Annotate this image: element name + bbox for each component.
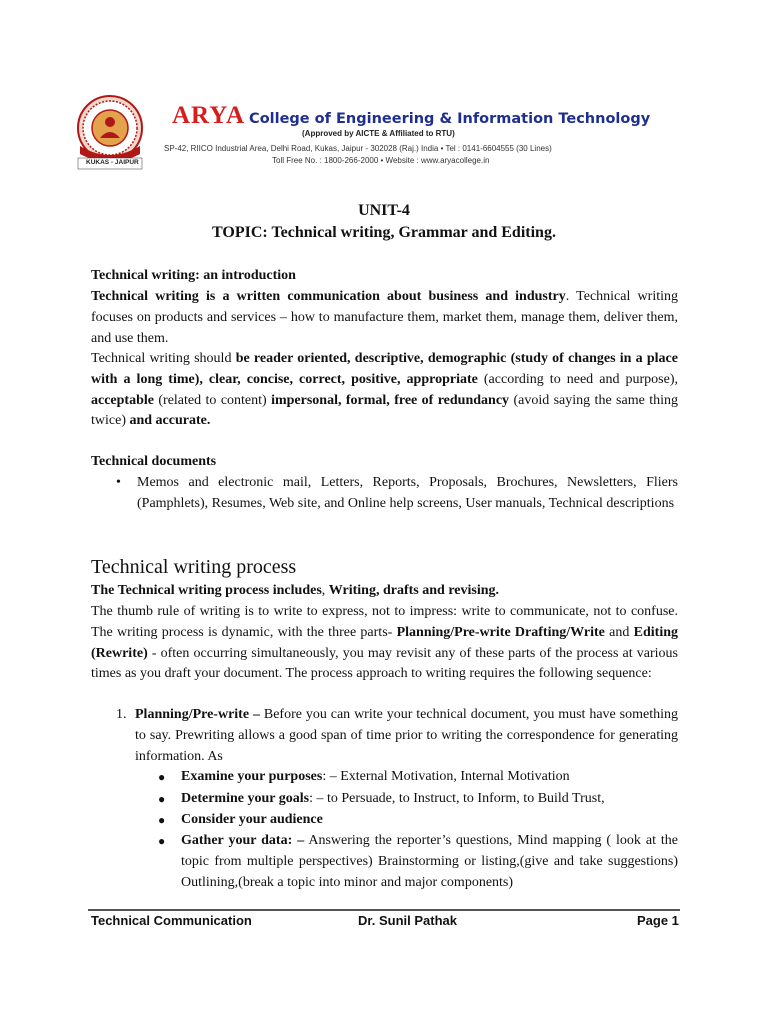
sub-bullet-rest: : – to Persuade, to Instruct, to Inform, to Build Trust,: [309, 791, 605, 806]
process-sub-bold: Writing, drafts and revising.: [328, 583, 500, 598]
sub-bullet-rest: : – External Motivation, Internal Motivation: [322, 769, 570, 784]
intro-p2-text: Technical writing should: [91, 351, 236, 366]
sub-bullet-text: [181, 810, 678, 831]
documents-heading: Technical documents: [91, 454, 217, 469]
sub-bullet-bold: Examine your purposes: [181, 769, 323, 784]
sub-bullet-bold: Gather your data: –: [181, 833, 305, 848]
sub-bullet-text: [181, 789, 678, 810]
address-line: SP-42, RIICO Industrial Area, Delhi Road, Kukas, Jaipur - 302028 (Raj.) India • Tel : 0141-6604555 (30 Lines): [164, 144, 552, 153]
footer-page-number: Page 1: [637, 913, 679, 928]
college-seal-icon: [66, 92, 158, 172]
footer-divider: [88, 909, 680, 911]
bullet-icon: ●: [158, 834, 166, 848]
intro-p2-bold: and accurate.: [129, 413, 211, 429]
step-rest: Before you can write your technical document, you must have something to say. Prewriting allows a good span of time prior to writing the correspondence for generating information. As: [135, 707, 679, 764]
list-number: 1.: [116, 707, 127, 722]
process-paragraph: [91, 602, 678, 685]
intro-p2-bold: acceptable: [91, 392, 154, 408]
process-p-text: - often occurring simultaneously, you may revisit any of these parts of the process at various times as you draft your document. The process approach to writing requires the following sequence:: [91, 645, 678, 682]
toll-free-line: Toll Free No. : 1800-266-2000 • Website : www.aryacollege.in: [272, 156, 490, 165]
process-subheading: [91, 581, 678, 602]
college-title: [172, 102, 650, 130]
sub-bullet-bold: Consider your audience: [181, 812, 323, 827]
process-heading: Technical writing process: [91, 556, 297, 578]
process-sub-bold: The Technical writing process includes: [91, 583, 322, 598]
bullet-icon: ●: [158, 770, 166, 784]
sub-bullet-rest: Answering the reporter’s questions, Mind mapping ( look at the topic from multiple perspectives) Brainstorming or listing,(give and take suggestions) Outlining,(break a topic into minor and major components): [181, 833, 679, 890]
documents-list-text: Memos and electronic mail, Letters, Reports, Proposals, Brochures, Newsletters, Fliers (Pamphlets), Resumes, Web site, and Online help screens, User manuals, Technical descriptions: [137, 475, 678, 511]
step-bold: Planning/Pre-write –: [135, 707, 260, 722]
process-p-text: and: [604, 624, 634, 640]
step-text: [135, 705, 678, 767]
footer-course: Technical Communication: [91, 913, 252, 928]
topic-title: TOPIC: Technical writing, Grammar and Editing.: [212, 224, 556, 241]
bullet-icon: ●: [158, 792, 166, 806]
bullet-icon: •: [116, 475, 121, 490]
intro-paragraph-2: [91, 349, 678, 432]
intro-p2-text: (related to content): [153, 392, 272, 408]
intro-p2-text: (according to need and purpose),: [477, 371, 678, 387]
intro-heading: Technical writing: an introduction: [91, 268, 296, 283]
intro-p2-text: (avoid saying the same thing twice): [91, 392, 679, 429]
intro-p1-bold: Technical writing is a written communication about business and industry: [91, 289, 566, 304]
college-name: College of Engineering & Information Technology: [249, 111, 651, 127]
intro-p2-bold: be reader oriented, descriptive, demographic (study of changes in a place with a long time), clear, concise, correct, positive, appropriate: [91, 351, 678, 387]
intro-paragraph-1: [91, 287, 678, 349]
process-p-bold: Editing (Rewrite): [91, 624, 679, 661]
process-p-text: The thumb rule of writing is to write to express, not to impress: write to communicate, not to confuse. The writing process is dynamic, with the three parts-: [91, 604, 678, 640]
approval-line: (Approved by AICTE & Affiliated to RTU): [302, 129, 455, 138]
logo-caption: KUKAS - JAIPUR: [86, 159, 139, 166]
intro-p2-bold: impersonal, formal, free of redundancy: [271, 392, 510, 408]
sub-bullet-bold: Determine your goals: [181, 791, 310, 806]
sub-bullet-text: [181, 767, 678, 788]
process-sub-text: ,: [321, 583, 329, 598]
process-p-bold: Planning/Pre-write Drafting/Write: [396, 624, 605, 640]
intro-p1-rest: . Technical writing focuses on products and services – how to manufacture them, market them, manage them, deliver them, and use them.: [91, 289, 678, 346]
unit-title: UNIT-4: [358, 202, 410, 219]
sub-bullet-text: [181, 831, 678, 893]
brand-name: ARYA: [172, 102, 246, 129]
letterhead: [62, 92, 712, 172]
footer-author: Dr. Sunil Pathak: [358, 913, 457, 928]
bullet-icon: ●: [158, 813, 166, 827]
